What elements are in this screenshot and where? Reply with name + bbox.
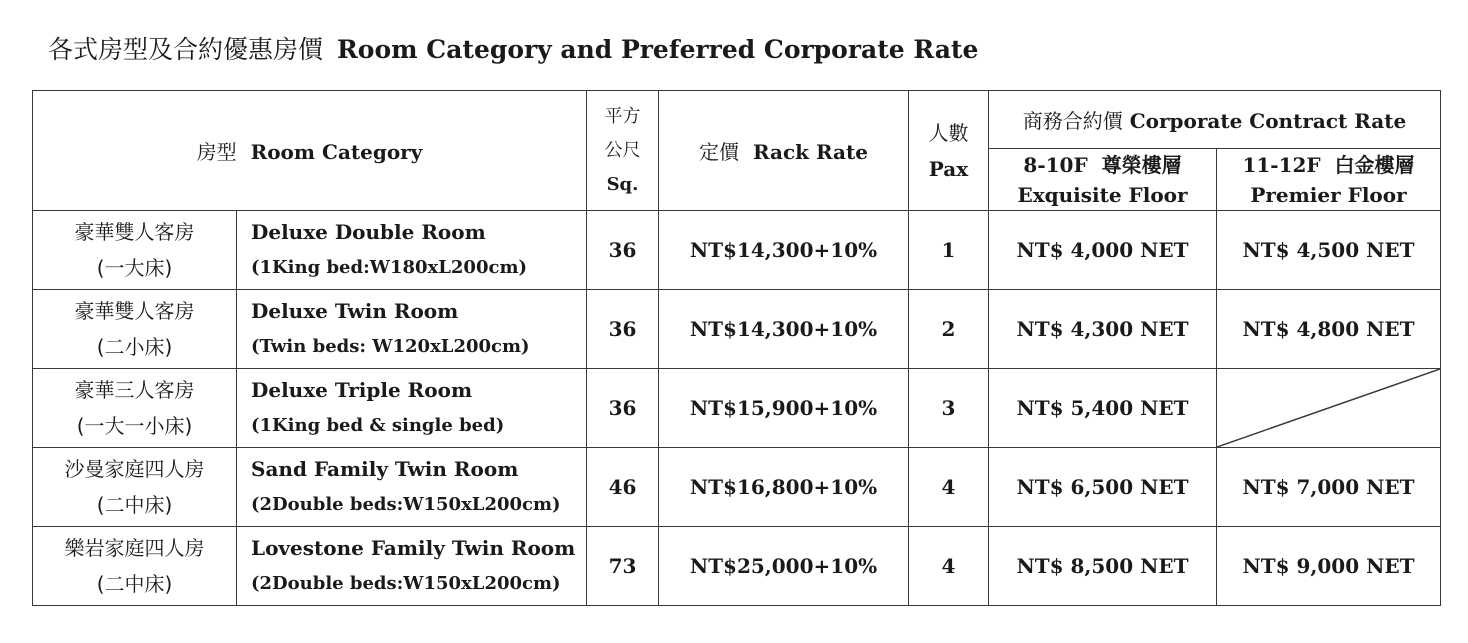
diagonal-strike-line — [1217, 369, 1440, 447]
room-name-zh: 樂岩家庭四人房 — [64, 536, 205, 560]
room-name-zh-cell — [33, 369, 237, 448]
room-bed-zh: (一大一小床) — [76, 414, 193, 438]
room-premier-rate: NT$ 4,500 NET — [1217, 211, 1441, 290]
room-bed-zh: (二小床) — [96, 335, 173, 359]
room-name-en: Lovestone Family Twin Room — [251, 536, 576, 560]
room-pax: 4 — [909, 448, 989, 527]
header-corporate-zh: 商務合約價 — [1022, 109, 1123, 133]
room-premier-rate: NT$ 4,800 NET — [1217, 290, 1441, 369]
table-row — [33, 527, 1441, 606]
room-bed-en: (Twin beds: W120xL200cm) — [251, 336, 530, 357]
room-name-en: Deluxe Double Room — [251, 220, 486, 244]
room-rack-rate: NT$25,000+10% — [659, 527, 909, 606]
page-title-zh: 各式房型及合約優惠房價 — [48, 35, 324, 64]
header-rack-rate-en: Rack Rate — [752, 140, 868, 164]
room-exquisite-rate: NT$ 4,300 NET — [989, 290, 1217, 369]
header-room-category — [33, 91, 587, 211]
room-name-zh-cell — [33, 448, 237, 527]
room-name-en: Sand Family Twin Room — [251, 457, 519, 481]
room-sq: 46 — [587, 448, 659, 527]
room-sq: 73 — [587, 527, 659, 606]
header-premier-zh: 白金樓層 — [1334, 152, 1415, 177]
page-title — [48, 30, 978, 66]
room-rack-rate: NT$16,800+10% — [659, 448, 909, 527]
room-sq: 36 — [587, 290, 659, 369]
room-name-zh-cell — [33, 211, 237, 290]
room-name-zh-cell — [33, 527, 237, 606]
room-bed-zh: (二中床) — [96, 493, 173, 517]
room-name-zh: 豪華雙人客房 — [74, 220, 195, 244]
room-bed-zh: (二中床) — [96, 572, 173, 596]
header-exquisite-line1 — [989, 150, 1216, 180]
room-bed-zh: (一大床) — [96, 256, 173, 280]
room-name-en-cell — [237, 290, 587, 369]
header-exquisite-floor — [989, 149, 1217, 211]
room-name-zh: 沙曼家庭四人房 — [64, 457, 205, 481]
room-premier-rate: NT$ 7,000 NET — [1217, 448, 1441, 527]
header-sq-line1: 平方 — [604, 105, 641, 127]
room-pax: 4 — [909, 527, 989, 606]
header-premier-line2: Premier Floor — [1250, 182, 1407, 207]
room-exquisite-rate: NT$ 5,400 NET — [989, 369, 1217, 448]
room-rack-rate: NT$14,300+10% — [659, 211, 909, 290]
header-exquisite-floor-range: 8-10F — [1023, 152, 1088, 177]
page-title-en: Room Category and Preferred Corporate Rate — [337, 35, 979, 64]
header-pax-en: Pax — [928, 156, 969, 181]
header-premier-line1 — [1217, 150, 1440, 180]
table-row — [33, 448, 1441, 527]
header-corporate-en: Corporate Contract Rate — [1129, 109, 1407, 133]
header-pax-zh: 人數 — [928, 120, 969, 145]
room-pax: 1 — [909, 211, 989, 290]
room-premier-rate: NT$ 9,000 NET — [1217, 527, 1441, 606]
room-exquisite-rate: NT$ 4,000 NET — [989, 211, 1217, 290]
header-exquisite-line2: Exquisite Floor — [1017, 182, 1188, 207]
table-row — [33, 369, 1441, 448]
room-bed-en: (2Double beds:W150xL200cm) — [251, 573, 561, 594]
room-pax: 3 — [909, 369, 989, 448]
room-name-zh-cell — [33, 290, 237, 369]
room-name-zh: 豪華三人客房 — [74, 378, 195, 402]
rate-table — [32, 90, 1441, 606]
room-sq: 36 — [587, 211, 659, 290]
room-name-zh: 豪華雙人客房 — [74, 299, 195, 323]
room-bed-en: (2Double beds:W150xL200cm) — [251, 494, 561, 515]
header-rack-rate-zh: 定價 — [699, 140, 739, 164]
header-pax — [909, 91, 989, 211]
header-row-1 — [33, 91, 1441, 149]
header-room-category-en: Room Category — [250, 140, 423, 164]
room-name-en: Deluxe Triple Room — [251, 378, 473, 402]
room-bed-en: (1King bed:W180xL200cm) — [251, 257, 528, 278]
room-name-en-cell — [237, 527, 587, 606]
room-name-en-cell — [237, 211, 587, 290]
header-sq-line2: 公尺 — [604, 139, 641, 161]
room-sq: 36 — [587, 369, 659, 448]
table-row — [33, 211, 1441, 290]
header-premier-floor — [1217, 149, 1441, 211]
room-name-en: Deluxe Twin Room — [251, 299, 459, 323]
room-pax: 2 — [909, 290, 989, 369]
room-rack-rate: NT$14,300+10% — [659, 290, 909, 369]
header-room-category-zh: 房型 — [196, 140, 237, 164]
room-name-en-cell — [237, 448, 587, 527]
table-row — [33, 290, 1441, 369]
room-name-en-cell — [237, 369, 587, 448]
header-premier-floor-range: 11-12F — [1242, 152, 1321, 177]
header-corporate-rate — [989, 91, 1441, 149]
room-exquisite-rate: NT$ 8,500 NET — [989, 527, 1217, 606]
header-sq-line3: Sq. — [606, 173, 639, 195]
header-sq — [587, 91, 659, 211]
room-premier-rate-unavailable — [1217, 369, 1441, 448]
header-exquisite-zh: 尊榮樓層 — [1101, 152, 1182, 177]
room-rack-rate: NT$15,900+10% — [659, 369, 909, 448]
room-exquisite-rate: NT$ 6,500 NET — [989, 448, 1217, 527]
header-rack-rate — [659, 91, 909, 211]
room-bed-en: (1King bed & single bed) — [251, 415, 505, 436]
